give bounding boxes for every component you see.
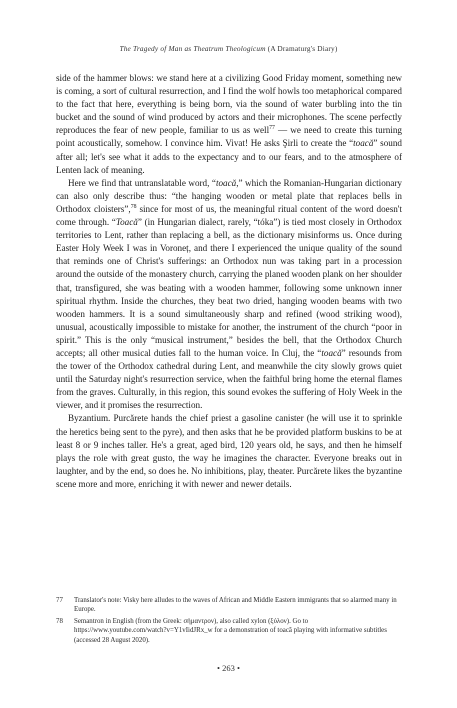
text-run: Byzantium. Purcărete hands the chief priest a gasoline canister (he will use it to sprinkle the heretics being sent to the pyre), and then asks that he be provided platform buskins to be at least 8 or 9 inches taller. He's a great, aged bird, 120 years old, he says, and then he himself plays the role with great gusto, the way he imagines the character. Everyone breaks out in laughter, and by the end, so does he. No inhibitions, play, theater. Purcărete likes the byzantine scene more and more, enriching it with newer and newer details. (56, 413, 402, 489)
italic-term: toacă (215, 177, 237, 188)
page-number: • 263 • (217, 663, 240, 673)
paragraph (56, 72, 402, 177)
italic-term: Toacă (115, 217, 138, 228)
footnotes (56, 596, 402, 647)
text-run: ,” which the Romanian-Hungarian dictionary can also only describe thus: “the hanging wooden or metal plate that replaces bells in Orthodox cloisters”, (56, 177, 402, 214)
body-text (56, 72, 402, 491)
footnote-number: 77 (56, 597, 63, 604)
footnote-text: Semantron in English (from the Greek: σήμαντρον), also called xylon (ξύλον). Go to https://www.youtube.com/watch?v=Y1vIidJRx_w for a demonstration of toacă playing with informative subtitles (accessed 28 August 2020). (74, 617, 387, 644)
text-run: since for most of us, the meaningful ritual content of the word doesn't come through. “ (56, 203, 402, 228)
footnote (56, 617, 402, 645)
footnote (56, 596, 402, 615)
paragraph (56, 412, 402, 491)
running-head-title: The Tragedy of Man as Theatrum Theologicum (119, 44, 266, 53)
text-run: ” sound after all; let's see what it adds to the expectancy and to our fears, and to the atmosphere of Lenten lack of meaning. (56, 138, 402, 175)
italic-term: toacă (353, 138, 374, 149)
italic-term: toacă (321, 347, 342, 358)
text-run: side of the hammer blows: we stand here at a civilizing Good Friday moment, something new is coming, a sort of cultural resurrection, and I find the wolf howls too metaphorical compared to the fact that here, everything is being born, via the sound of water burbling into the tin bucket and the sound of wind produced by actors and their microphones. The scene perfectly reproduces the fear of new people, familiar to us as well (56, 73, 402, 136)
running-head-subtitle: (A Dramaturg's Diary) (265, 44, 338, 53)
text-run: — we need to create this turning point acoustically, somehow. I convince him. Vivat! He asks Şirli to create the “ (56, 125, 402, 149)
footnote-number: 78 (56, 617, 63, 625)
running-head (0, 44, 457, 53)
footnote-ref: 77 (269, 125, 275, 132)
text-run: ” resounds from the tower of the Orthodox cathedral during Lent, and meanwhile the city slowly grows quiet until the Saturday night's resurrection service, when the faithful bring home the eternal flames from the graves. Culturally, in this region, this sound evokes the suffering of Holy Week in the viewer, and it promises the resurrection. (56, 347, 402, 411)
footnote-text: Translator's note: Visky here alludes to the waves of African and Middle Eastern immigrants that so alarmed many in Europe. (74, 597, 397, 614)
text-run: ” (in Hungarian dialect, rarely, “tóka”) is tied most closely in Orthodox territories to Lent, rather than replacing a bell, as the dictionary misinforms us. Once during Easter Holy Week I was in Voroneț, and there I experienced the unique quality of the sound that reminds one of Christ's sufferings: an Orthodox nun was taking part in a procession around the outside of the monastery church, carrying the planed wooden plank on her shoulder that, transfigured, she was beating with a wooden hammer, following some unknown inner spiritual rhythm. Inside the churches, they beat two dried, hanging wooden beams with two wooden hammers. It is a sound simultaneously sharp and refined (wood striking wood), unusual, acoustically impossible to mistake for another, the instrument of the church “poor in spirit.” This is the only “musical instrument,” besides the bell, that the Orthodox Church accepts; all other musical duties fall to the human voice. In Cluj, the “ (56, 217, 402, 358)
text-run: Here we find that untranslatable word, “ (68, 177, 216, 188)
footnote-ref: 78 (130, 203, 137, 210)
paragraph (56, 177, 402, 413)
